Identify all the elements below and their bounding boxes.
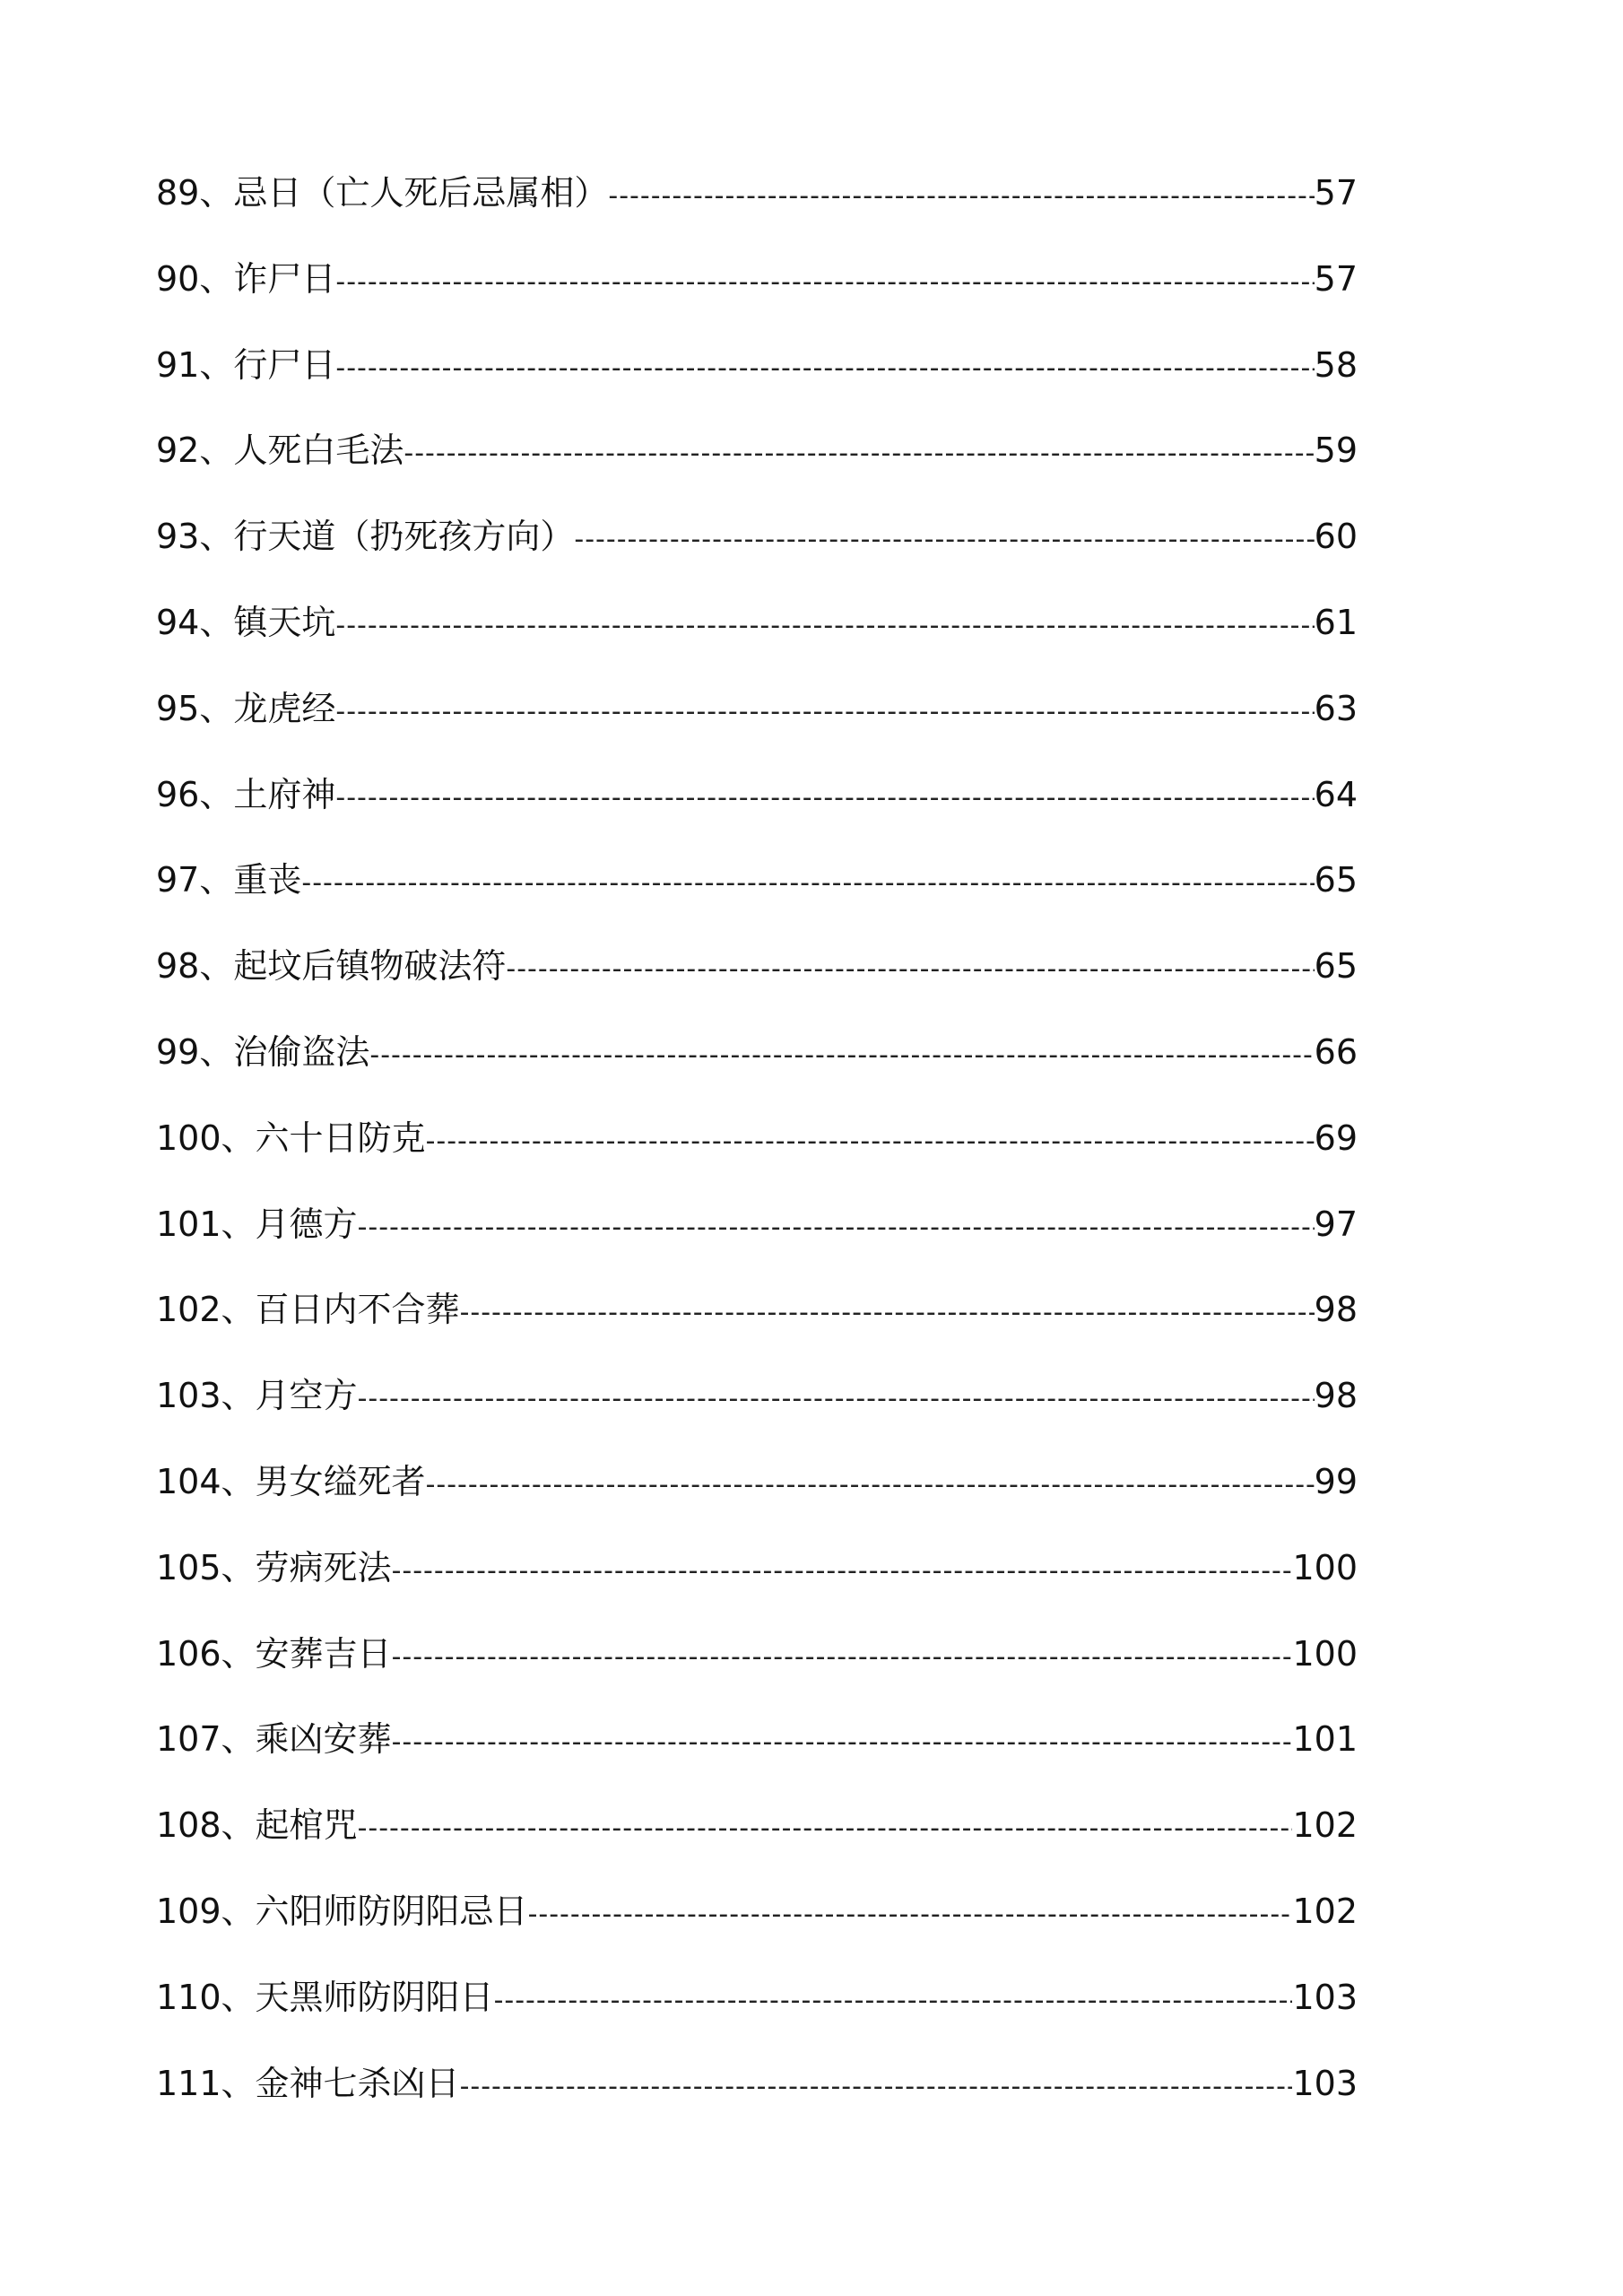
toc-entry-number: 103	[156, 1376, 221, 1416]
toc-dot-leader	[404, 427, 1314, 481]
toc-entry[interactable]	[156, 1197, 1358, 1283]
toc-entry-title: 治偷盗法	[233, 1031, 370, 1072]
toc-dot-leader	[392, 1631, 1293, 1684]
toc-entry-separator: 、	[221, 1805, 256, 1846]
toc-dot-leader	[494, 1974, 1293, 2028]
toc-entry-page: 58	[1314, 344, 1358, 385]
toc-entry-separator: 、	[221, 2063, 256, 2103]
toc-entry-separator: 、	[221, 1118, 256, 1158]
toc-entry-separator: 、	[199, 430, 234, 471]
toc-entry-number: 102	[156, 1290, 221, 1330]
toc-entry-page: 100	[1292, 1633, 1358, 1674]
toc-entry-page: 102	[1292, 1891, 1358, 1931]
toc-entry[interactable]	[156, 682, 1358, 768]
toc-entry-page: 64	[1314, 774, 1358, 814]
toc-entry-page: 97	[1314, 1204, 1358, 1244]
toc-entry-title: 月德方	[255, 1204, 358, 1244]
toc-dot-leader	[335, 771, 1314, 825]
toc-entry-page: 63	[1314, 688, 1358, 728]
toc-entry-title: 乘凶安葬	[255, 1719, 392, 1760]
toc-entry-page: 65	[1314, 860, 1358, 900]
toc-entry-number: 91	[156, 344, 200, 385]
toc-entry[interactable]	[156, 596, 1358, 682]
toc-entry-separator: 、	[221, 1633, 256, 1674]
toc-entry-page: 99	[1314, 1461, 1358, 1501]
toc-dot-leader	[426, 1115, 1315, 1169]
toc-entry-page: 103	[1292, 2063, 1358, 2103]
toc-entry[interactable]	[156, 1369, 1358, 1455]
toc-entry[interactable]	[156, 1627, 1358, 1713]
toc-entry-separator: 、	[199, 688, 234, 728]
toc-entry-number: 98	[156, 946, 200, 987]
toc-entry-page: 61	[1314, 602, 1358, 642]
toc-entry-title: 起棺咒	[255, 1805, 358, 1846]
toc-dot-leader	[335, 599, 1314, 653]
toc-entry-number: 89	[156, 173, 200, 213]
toc-entry-page: 57	[1314, 173, 1358, 213]
toc-entry-page: 102	[1292, 1805, 1358, 1846]
toc-entry-number: 101	[156, 1204, 221, 1244]
toc-entry-number: 100	[156, 1118, 221, 1158]
toc-entry-page: 57	[1314, 258, 1358, 299]
toc-entry-title: 六十日防克	[255, 1118, 426, 1158]
toc-entry-title: 安葬吉日	[255, 1633, 392, 1674]
toc-entry-separator: 、	[199, 517, 234, 557]
toc-dot-leader	[301, 857, 1314, 910]
toc-entry-title: 六阳师防阴阳忌日	[255, 1891, 528, 1931]
toc-dot-leader	[506, 943, 1314, 996]
toc-entry-number: 107	[156, 1719, 221, 1760]
toc-entry-number: 104	[156, 1461, 221, 1501]
toc-dot-leader	[358, 1372, 1315, 1426]
toc-dot-leader	[426, 1458, 1315, 1512]
toc-entry-number: 97	[156, 860, 200, 900]
toc-entry-page: 69	[1314, 1118, 1358, 1158]
toc-entry[interactable]	[156, 1455, 1358, 1541]
toc-entry-page: 103	[1292, 1977, 1358, 2017]
toc-dot-leader	[574, 513, 1314, 567]
toc-entry-title: 金神七杀凶日	[255, 2063, 460, 2103]
toc-dot-leader	[608, 170, 1314, 223]
toc-entry[interactable]	[156, 853, 1358, 939]
toc-entry-separator: 、	[199, 344, 234, 385]
toc-entry-number: 106	[156, 1633, 221, 1674]
toc-entry-number: 93	[156, 517, 200, 557]
toc-entry-number: 95	[156, 688, 200, 728]
toc-entry[interactable]	[156, 1283, 1358, 1369]
toc-entry-title: 行天道（扔死孩方向）	[233, 517, 575, 557]
toc-entry[interactable]	[156, 939, 1358, 1025]
toc-entry[interactable]	[156, 1970, 1358, 2057]
toc-entry-separator: 、	[199, 258, 234, 299]
toc-entry-title: 龙虎经	[233, 688, 336, 728]
toc-entry-number: 92	[156, 430, 200, 471]
toc-entry-number: 94	[156, 602, 200, 642]
toc-entry[interactable]	[156, 1111, 1358, 1197]
toc-entry[interactable]	[156, 423, 1358, 509]
toc-entry-page: 98	[1314, 1376, 1358, 1416]
toc-entry-page: 60	[1314, 517, 1358, 557]
toc-entry-title: 行尸日	[233, 344, 336, 385]
toc-entry-number: 90	[156, 258, 200, 299]
toc-entry-title: 重丧	[233, 860, 302, 900]
toc-entry-separator: 、	[199, 860, 234, 900]
toc-entry-separator: 、	[221, 1891, 256, 1931]
toc-entry-title: 百日内不合葬	[255, 1290, 460, 1330]
toc-entry[interactable]	[156, 509, 1358, 596]
toc-entry-page: 101	[1292, 1719, 1358, 1760]
toc-entry[interactable]	[156, 768, 1358, 854]
toc-entry-separator: 、	[199, 1031, 234, 1072]
toc-dot-leader	[460, 1286, 1315, 1340]
toc-entry-separator: 、	[199, 173, 234, 213]
toc-entry[interactable]	[156, 1025, 1358, 1111]
toc-entry-separator: 、	[199, 602, 234, 642]
toc-entry-page: 59	[1314, 430, 1358, 471]
toc-dot-leader	[528, 1888, 1293, 1942]
toc-entry-separator: 、	[221, 1461, 256, 1501]
toc-entry-separator: 、	[221, 1547, 256, 1587]
toc-dot-leader	[335, 342, 1314, 396]
toc-entry-number: 99	[156, 1031, 200, 1072]
toc-dot-leader	[392, 1716, 1293, 1770]
toc-entry-title: 诈尸日	[233, 258, 336, 299]
toc-entry-title: 忌日（亡人死后忌属相）	[233, 173, 609, 213]
toc-entry[interactable]	[156, 1798, 1358, 1884]
toc-entry-title: 男女缢死者	[255, 1461, 426, 1501]
toc-entry-title: 人死白毛法	[233, 430, 404, 471]
toc-dot-leader	[358, 1802, 1293, 1856]
toc-entry-separator: 、	[199, 946, 234, 987]
toc-entry[interactable]	[156, 2057, 1358, 2143]
toc-entry-number: 110	[156, 1977, 221, 2017]
toc-dot-leader	[335, 685, 1314, 739]
toc-dot-leader	[460, 2060, 1293, 2114]
toc-entry[interactable]	[156, 338, 1358, 424]
toc-entry-page: 66	[1314, 1031, 1358, 1072]
toc-entry-title: 天黑师防阴阳日	[255, 1977, 494, 2017]
toc-entry-number: 105	[156, 1547, 221, 1587]
toc-entry-title: 起坟后镇物破法符	[233, 946, 507, 987]
toc-entry-page: 98	[1314, 1290, 1358, 1330]
toc-entry-page: 65	[1314, 946, 1358, 987]
toc-entry-number: 96	[156, 774, 200, 814]
toc-entry-title: 土府神	[233, 774, 336, 814]
toc-entry[interactable]	[156, 1712, 1358, 1798]
toc-entry-separator: 、	[199, 774, 234, 814]
table-of-contents	[156, 166, 1358, 2142]
toc-entry-title: 月空方	[255, 1376, 358, 1416]
toc-entry-title: 劳病死法	[255, 1547, 392, 1587]
toc-entry-separator: 、	[221, 1977, 256, 2017]
toc-entry-separator: 、	[221, 1719, 256, 1760]
toc-entry-number: 111	[156, 2063, 221, 2103]
toc-entry-separator: 、	[221, 1204, 256, 1244]
toc-entry-separator: 、	[221, 1376, 256, 1416]
toc-entry-separator: 、	[221, 1290, 256, 1330]
toc-entry[interactable]	[156, 252, 1358, 338]
toc-entry[interactable]	[156, 1541, 1358, 1627]
toc-dot-leader	[392, 1544, 1293, 1598]
toc-entry-number: 109	[156, 1891, 221, 1931]
toc-dot-leader	[369, 1029, 1314, 1083]
toc-dot-leader	[335, 256, 1314, 309]
toc-dot-leader	[358, 1201, 1315, 1255]
toc-entry[interactable]	[156, 1884, 1358, 1970]
toc-entry[interactable]	[156, 166, 1358, 252]
toc-entry-title: 镇天坑	[233, 602, 336, 642]
toc-entry-page: 100	[1292, 1547, 1358, 1587]
toc-entry-number: 108	[156, 1805, 221, 1846]
